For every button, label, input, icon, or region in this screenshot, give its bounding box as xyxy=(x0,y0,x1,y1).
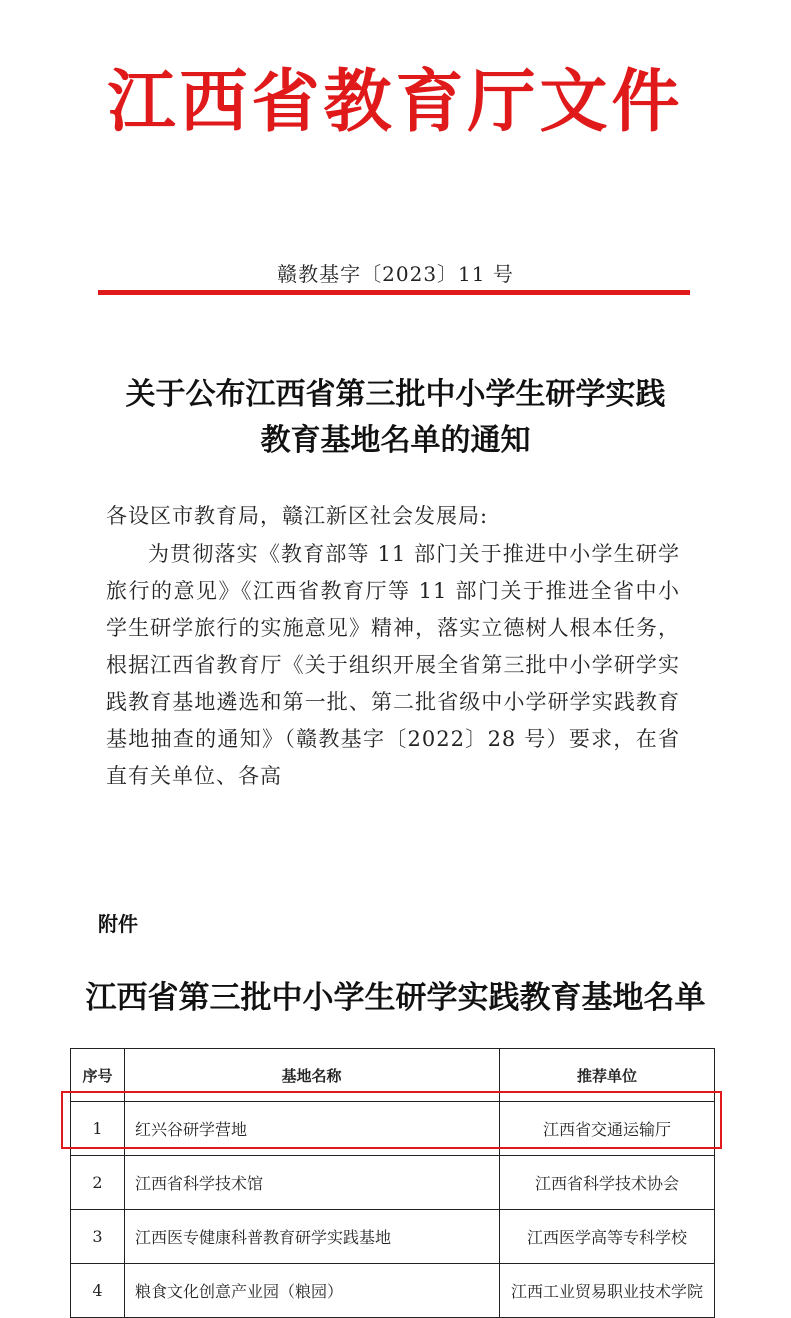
title-line-1: 关于公布江西省第三批中小学生研学实践 xyxy=(125,377,666,412)
bases-table xyxy=(70,1048,715,1318)
base-name: 江西医专健康科普教育研学实践基地 xyxy=(125,1210,500,1264)
document-number: 赣教基字〔2023〕11 号 xyxy=(277,262,514,286)
row-number: 2 xyxy=(71,1156,125,1210)
table-row xyxy=(71,1210,715,1264)
document-title xyxy=(0,372,791,464)
row-number: 3 xyxy=(71,1210,125,1264)
column-header-recommender: 推荐单位 xyxy=(500,1049,715,1102)
column-header-no: 序号 xyxy=(71,1049,125,1102)
recommender: 江西工业贸易职业技术学院 xyxy=(500,1264,715,1318)
base-name: 红兴谷研学营地 xyxy=(125,1102,500,1156)
base-name: 粮食文化创意产业园（粮园） xyxy=(125,1264,500,1318)
table-row xyxy=(71,1102,715,1156)
salutation: 各设区市教育局，赣江新区社会发展局: xyxy=(106,504,489,528)
red-divider-line xyxy=(98,290,690,295)
attachment-label: 附件 xyxy=(98,912,138,936)
title-line-2: 教育基地名单的通知 xyxy=(260,423,531,458)
table-row xyxy=(71,1156,715,1210)
recommender: 江西省交通运输厅 xyxy=(500,1102,715,1156)
body-paragraph: 为贯彻落实《教育部等 11 部门关于推进中小学生研学旅行的意见》《江西省教育厅等 11 部门关于推进全省中小学生研学旅行的实施意见》精神，落实立德树人根本任务，根据江西省教育厅《关于组织开展全省第三批中小学研学实践教育基地遴选和第一批、第二批省级中小学研学实践教育基地抽查的通知》（赣教基字〔2022〕28 号）要求，在省直有关单位、各高 xyxy=(106,542,680,788)
base-name: 江西省科学技术馆 xyxy=(125,1156,500,1210)
table-row xyxy=(71,1264,715,1318)
table-header-row xyxy=(71,1049,715,1102)
column-header-name: 基地名称 xyxy=(125,1049,500,1102)
row-number: 4 xyxy=(71,1264,125,1318)
row-number: 1 xyxy=(71,1102,125,1156)
recommender: 江西省科学技术协会 xyxy=(500,1156,715,1210)
recommender: 江西医学高等专科学校 xyxy=(500,1210,715,1264)
attachment-list-title: 江西省第三批中小学生研学实践教育基地名单 xyxy=(85,980,706,1016)
document-masthead: 江西省教育厅文件 xyxy=(107,62,684,142)
